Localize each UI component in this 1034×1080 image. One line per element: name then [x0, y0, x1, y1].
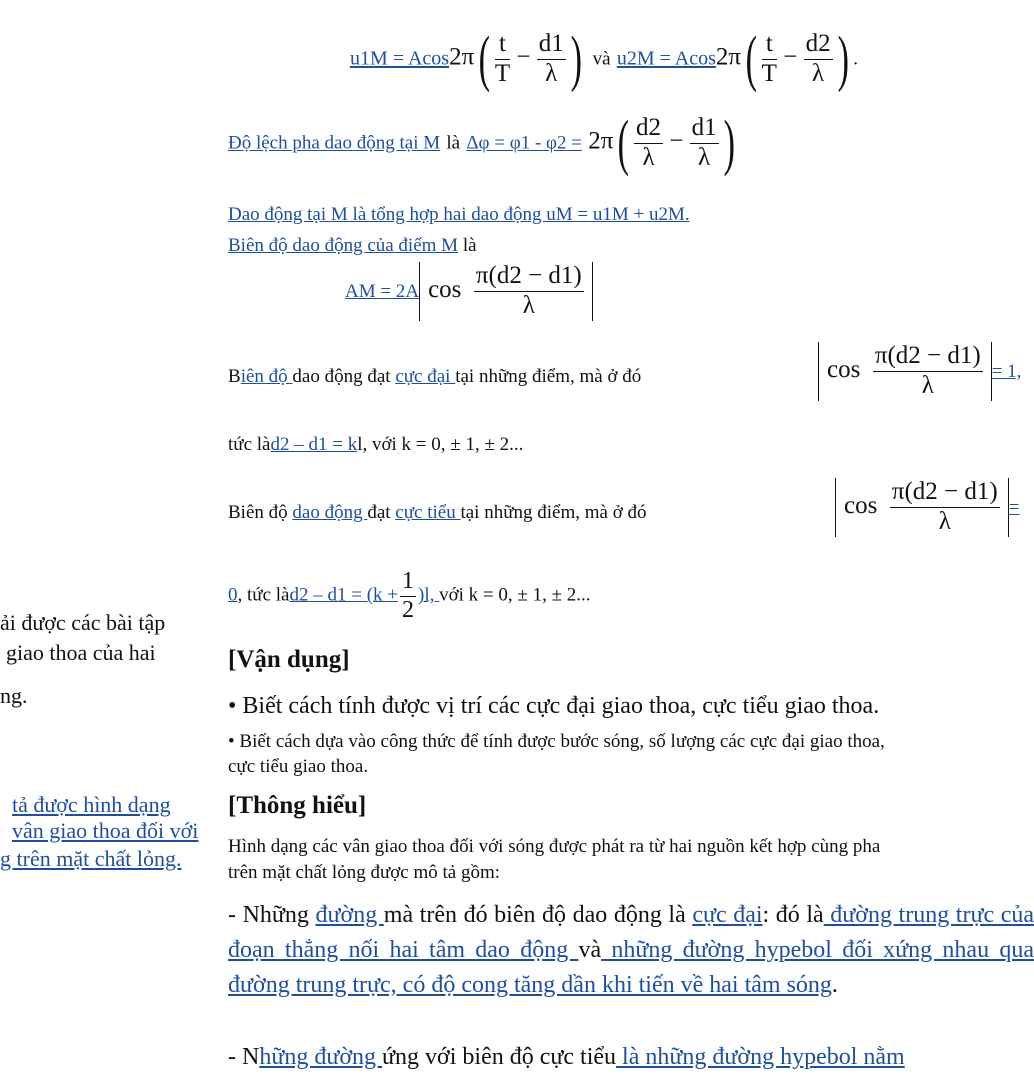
paren-close-2: ) — [837, 25, 849, 93]
maximum-condition: tức làd2 – d1 = kl, với k = 0, ± 1, ± 2... — [228, 434, 524, 455]
heading-thong-hieu: [Thông hiểu] — [228, 792, 367, 819]
am-lhs: AM = 2A — [345, 280, 420, 302]
two-pi-3: 2π — [588, 127, 614, 155]
frac-d2-lambda: $\frac{d2}{\lambda}$ — [805, 29, 831, 87]
two-pi-2: 2π — [715, 43, 742, 71]
u1m-text: u1M = Acos — [350, 47, 450, 70]
thong-hieu-paragraph-min: - Những đường ứng với biên độ cực tiểu là những đường hypebol nằm — [228, 1044, 905, 1070]
paren-open-1: ( — [478, 25, 491, 93]
u2m-text: u2M = Acos — [616, 47, 716, 70]
van-dung-bullet-2: • Biết cách dựa vào công thức để tính được bước sóng, số lượng các cực đại giao thoa, — [228, 731, 885, 752]
delta-phi-text: Δφ = φ1 - φ2 = — [466, 132, 582, 154]
amplitude-line: Biên độ dao động của điểm M là — [228, 235, 477, 256]
minimum-line: Biên độ dao động đạt cực tiểu tại những điểm, mà ở đó — [228, 502, 647, 523]
frac-t-T-2: $\frac{t}{T}$ — [761, 29, 777, 87]
van-dung-bullet-2-cont: cực tiểu giao thoa. — [228, 756, 369, 777]
frac-t-T-1: $\frac{t}{T}$ — [494, 29, 511, 87]
two-pi-1: 2π — [449, 43, 475, 71]
va-text: và — [592, 48, 611, 70]
left-objective-1: ải được các bài tập — [0, 610, 166, 635]
phase-diff-label: Độ lệch pha dao động tại M — [228, 132, 441, 154]
left-objective-2: giao thoa của hai — [6, 640, 156, 665]
abs-value-am: cos $\frac{\pi(d2 - d1)}{\lambda}$ — [419, 262, 593, 321]
frac-d2-lambda-2: $\frac{d2}{\lambda}$ — [636, 113, 661, 171]
sum-line: Dao động tại M là tổng hợp hai dao động uM = u1M + u2M. — [228, 204, 690, 225]
equation-amplitude — [345, 262, 593, 321]
frac-one-half: $\frac{1}{2}$ — [402, 568, 414, 623]
van-dung-bullet-1: • Biết cách tính được vị trí các cực đại giao thoa, cực tiểu giao thoa. — [228, 693, 880, 719]
frac-d1-lambda-2: $\frac{d1}{\lambda}$ — [691, 113, 717, 171]
paren-close-1: ) — [570, 25, 582, 93]
left-objective-3: ng. — [0, 683, 28, 708]
left-objective-5: vân giao thoa đối với — [12, 818, 199, 843]
frac-d1-lambda: $\frac{d1}{\lambda}$ — [538, 29, 564, 87]
thong-hieu-line-2: trên mặt chất lỏng được mô tả gồm: — [228, 862, 501, 883]
heading-van-dung: [Vận dụng] — [228, 646, 350, 673]
equation-phase-difference: Độ lệch pha dao động tại M là Δφ = φ1 - φ2 = 2π( $\frac{d2}{\lambda}$ − $\frac{d1}{\lambda}$ ) — [228, 109, 735, 177]
equation-u1m-u2m: u1M = Acos2π( $\frac{t}{T}$ − $\frac{d1}{\lambda}$ ) và u2M = Acos2π( $\frac{t}{T}$ − $\frac{d2}{\lambda}$ ) . — [350, 25, 858, 93]
left-objective-4: tả được hình dạng — [12, 792, 171, 817]
abs-cos-min: cos $\frac{\pi(d2 - d1)}{\lambda}$ = — [835, 478, 1019, 537]
thong-hieu-line-1: Hình dạng các vân giao thoa đối với sóng được phát ra từ hai nguồn kết hợp cùng pha — [228, 836, 881, 857]
abs-cos-max: cos $\frac{\pi(d2 - d1)}{\lambda}$ = 1, — [818, 342, 1021, 401]
minimum-condition: 0, tức làd2 – d1 = (k + $\frac{1}{2}$ )l, với k = 0, ± 1, ± 2... — [228, 568, 591, 623]
paren-open-2: ( — [745, 25, 758, 93]
left-objective-6: g trên mặt chất lỏng. — [0, 846, 182, 871]
maximum-line: Biên độ dao động đạt cực đại tại những điểm, mà ở đó — [228, 366, 642, 387]
thong-hieu-paragraph-max: - Những đường mà trên đó biên độ dao động là cực đại: đó là đường trung trực của đoạn thẳng nối hai tâm dao động và những đường hypebol đối xứng nhau qua đường trung trực, có độ cong tăng dần khi tiến về hai tâm sóng. — [228, 902, 1034, 998]
